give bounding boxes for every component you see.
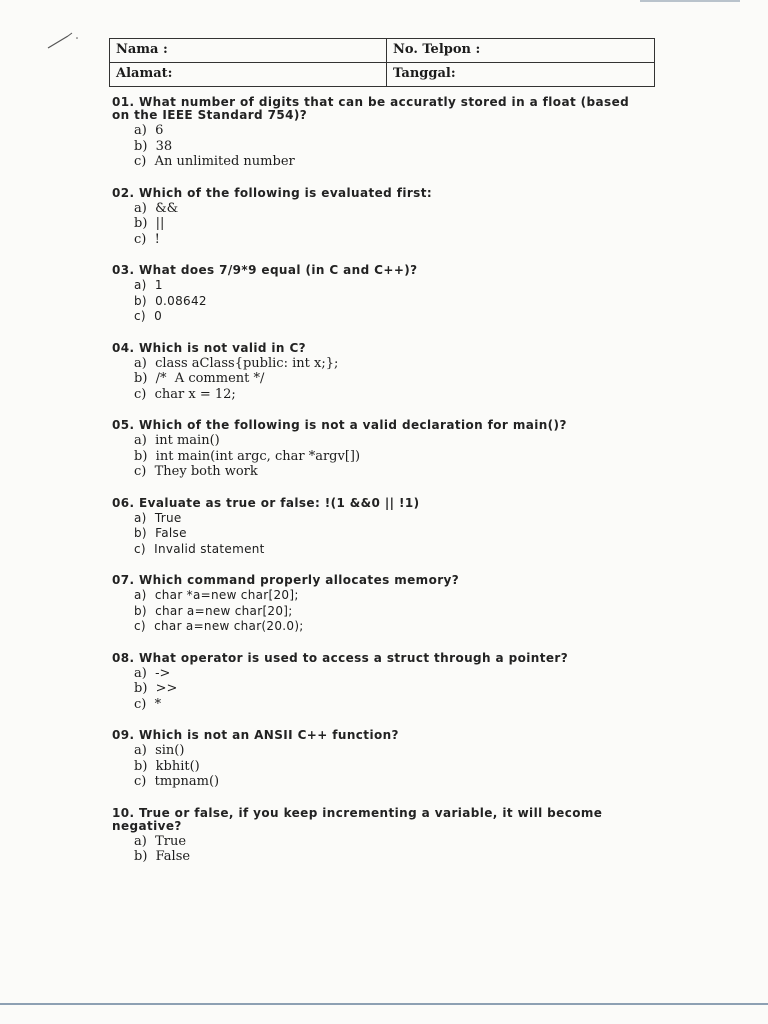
question-block: [112, 497, 642, 558]
answer-option: c) !: [134, 231, 160, 247]
question-text: 03. What does 7/9*9 equal (in C and C++)?: [112, 263, 418, 277]
answer-option: a) sin(): [134, 743, 185, 758]
question-text: 09. Which is not an ANSII C++ function?: [112, 728, 399, 742]
question-text: 04. Which is not valid in C?: [112, 340, 307, 355]
answer-option: c) They both work: [134, 464, 258, 479]
question-block: [112, 96, 642, 170]
question-block: [112, 807, 642, 865]
option-list: [134, 834, 642, 865]
date-field: [387, 63, 655, 87]
answer-option: b) 38: [134, 138, 173, 154]
question-block: [112, 342, 642, 403]
question-text: 02. Which of the following is evaluated first:: [112, 185, 433, 200]
scan-edge-top: [640, 0, 740, 2]
answer-option: c) An unlimited number: [134, 154, 295, 169]
question-text: 10. True or false, if you keep incrementing a variable, it will become negative?: [112, 805, 603, 833]
answer-option: a) 6: [134, 123, 164, 138]
answer-option: b) /* A comment */: [134, 371, 265, 386]
answer-option: a) 1: [134, 278, 163, 292]
question-block: [112, 652, 642, 713]
phone-label: No. Telpon :: [393, 42, 481, 57]
answer-option: c) 0: [134, 309, 163, 323]
name-field: [110, 39, 387, 63]
question-text: 06. Evaluate as true or false: !(1 &&0 || !1): [112, 495, 420, 510]
answer-option: a) class aClass{public: int x;};: [134, 355, 339, 371]
answer-option: b) >>: [134, 681, 178, 696]
option-list: [134, 588, 642, 635]
address-field: [110, 63, 387, 87]
answer-option: b) 0.08642: [134, 293, 207, 308]
question-text: 08. What operator is used to access a struct through a pointer?: [112, 650, 569, 665]
question-list: [112, 96, 642, 882]
answer-option: a) int main(): [134, 433, 220, 448]
option-list: [134, 666, 642, 713]
answer-option: c) tmpnam(): [134, 774, 220, 789]
question-block: [112, 187, 642, 248]
scan-edge-bottom: [0, 1003, 768, 1005]
answer-option: c) Invalid statement: [134, 541, 265, 556]
answer-option: c) char x = 12;: [134, 386, 236, 402]
question-block: [112, 729, 642, 790]
answer-option: c) *: [134, 696, 162, 712]
question-block: [112, 264, 642, 325]
question-text: 07. Which command properly allocates memory?: [112, 573, 460, 587]
date-label: Tanggal:: [393, 66, 456, 81]
option-list: [134, 123, 642, 170]
question-text: 05. Which of the following is not a valid declaration for main()?: [112, 418, 567, 432]
pen-mark: [46, 30, 80, 50]
option-list: [134, 433, 642, 480]
option-list: [134, 356, 642, 403]
student-info-table: [109, 38, 655, 87]
answer-option: b) kbhit(): [134, 758, 200, 774]
answer-option: b) False: [134, 526, 187, 540]
question-block: [112, 574, 642, 635]
answer-option: a) char *a=new char[20];: [134, 588, 299, 602]
phone-field: [387, 39, 655, 63]
answer-option: a) True: [134, 510, 182, 525]
answer-option: b) int main(int argc, char *argv[]): [134, 448, 361, 464]
option-list: [134, 201, 642, 248]
answer-option: c) char a=new char(20.0);: [134, 619, 304, 633]
answer-option: a) True: [134, 833, 187, 849]
answer-option: a) ->: [134, 665, 171, 681]
question-text: 01. What number of digits that can be accuratly stored in a float (based on the IEEE Standard 754)?: [112, 95, 630, 122]
option-list: [134, 278, 642, 325]
option-list: [134, 511, 642, 558]
question-block: [112, 419, 642, 480]
option-list: [134, 743, 642, 790]
name-label: Nama :: [116, 42, 168, 57]
address-label: Alamat:: [116, 66, 173, 81]
answer-option: a) &&: [134, 200, 179, 216]
answer-option: b) ||: [134, 216, 165, 231]
answer-option: b) False: [134, 849, 191, 864]
answer-option: b) char a=new char[20];: [134, 603, 293, 618]
